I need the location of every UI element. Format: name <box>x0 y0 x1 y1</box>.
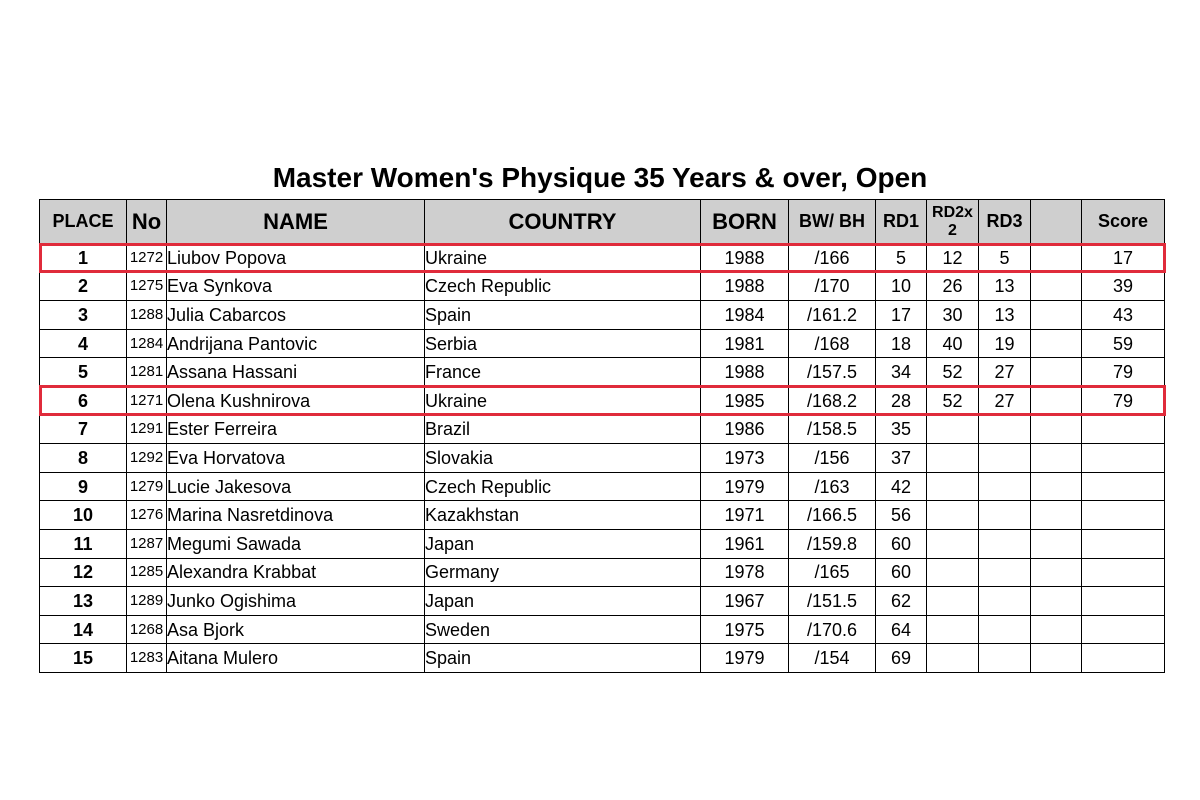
header-name: NAME <box>167 200 425 244</box>
place-cell: 3 <box>40 301 127 330</box>
header-rd2x2: RD2x 2 <box>927 200 979 244</box>
table-row <box>40 329 1165 358</box>
competitor-number-cell: 1291 <box>127 415 167 444</box>
place-cell: 8 <box>40 444 127 473</box>
score-cell <box>1082 472 1165 501</box>
country-cell: Serbia <box>425 329 701 358</box>
athlete-name-cell: Andrijana Pantovic <box>167 329 425 358</box>
place-cell: 5 <box>40 358 127 387</box>
score-cell <box>1082 644 1165 673</box>
athlete-name-cell: Marina Nasretdinova <box>167 501 425 530</box>
blank-cell <box>1031 529 1082 558</box>
rd1-cell: 64 <box>876 615 927 644</box>
born-cell: 1975 <box>701 615 789 644</box>
table-row <box>40 587 1165 616</box>
score-cell: 43 <box>1082 301 1165 330</box>
country-cell: Japan <box>425 529 701 558</box>
country-cell: Sweden <box>425 615 701 644</box>
score-cell <box>1082 587 1165 616</box>
country-cell: Czech Republic <box>425 272 701 301</box>
country-cell: Germany <box>425 558 701 587</box>
born-cell: 1988 <box>701 272 789 301</box>
table-row <box>40 615 1165 644</box>
born-cell: 1979 <box>701 472 789 501</box>
score-cell <box>1082 558 1165 587</box>
competitor-number-cell: 1292 <box>127 444 167 473</box>
score-cell <box>1082 529 1165 558</box>
rd3-cell <box>979 615 1031 644</box>
rd2x2-cell <box>927 587 979 616</box>
competitor-number-cell: 1272 <box>127 244 167 273</box>
table-row <box>40 244 1165 273</box>
bw-bh-cell: /170.6 <box>789 615 876 644</box>
rd2x2-cell <box>927 644 979 673</box>
rd3-cell <box>979 444 1031 473</box>
rd2x2-cell: 30 <box>927 301 979 330</box>
place-cell: 10 <box>40 501 127 530</box>
blank-cell <box>1031 301 1082 330</box>
blank-cell <box>1031 386 1082 415</box>
blank-cell <box>1031 472 1082 501</box>
blank-cell <box>1031 272 1082 301</box>
born-cell: 1984 <box>701 301 789 330</box>
competitor-number-cell: 1287 <box>127 529 167 558</box>
bw-bh-cell: /166.5 <box>789 501 876 530</box>
rd3-cell: 13 <box>979 272 1031 301</box>
rd2x2-cell <box>927 415 979 444</box>
rd2x2-cell: 52 <box>927 386 979 415</box>
country-cell: Spain <box>425 644 701 673</box>
blank-cell <box>1031 644 1082 673</box>
athlete-name-cell: Lucie Jakesova <box>167 472 425 501</box>
results-title: Master Women's Physique 35 Years & over, Open <box>272 162 928 193</box>
competitor-number-cell: 1271 <box>127 386 167 415</box>
born-cell: 1961 <box>701 529 789 558</box>
score-cell: 59 <box>1082 329 1165 358</box>
header-country: COUNTRY <box>425 200 701 244</box>
header-born: BORN <box>701 200 789 244</box>
score-cell: 17 <box>1082 244 1165 273</box>
score-cell: 79 <box>1082 386 1165 415</box>
athlete-name-cell: Aitana Mulero <box>167 644 425 673</box>
place-cell: 12 <box>40 558 127 587</box>
rd3-cell <box>979 501 1031 530</box>
table-row <box>40 444 1165 473</box>
country-cell: Slovakia <box>425 444 701 473</box>
born-cell: 1978 <box>701 558 789 587</box>
rd1-cell: 34 <box>876 358 927 387</box>
born-cell: 1979 <box>701 644 789 673</box>
athlete-name-cell: Assana Hassani <box>167 358 425 387</box>
competitor-number-cell: 1279 <box>127 472 167 501</box>
rd2x2-cell <box>927 472 979 501</box>
table-row <box>40 358 1165 387</box>
athlete-name-cell: Eva Horvatova <box>167 444 425 473</box>
born-cell: 1971 <box>701 501 789 530</box>
header-rd1: RD1 <box>876 200 927 244</box>
rd3-cell: 27 <box>979 358 1031 387</box>
table-row <box>40 529 1165 558</box>
place-cell: 9 <box>40 472 127 501</box>
rd1-cell: 69 <box>876 644 927 673</box>
score-cell <box>1082 415 1165 444</box>
born-cell: 1986 <box>701 415 789 444</box>
bw-bh-cell: /154 <box>789 644 876 673</box>
table-row <box>40 301 1165 330</box>
country-cell: Brazil <box>425 415 701 444</box>
competitor-number-cell: 1268 <box>127 615 167 644</box>
rd1-cell: 60 <box>876 558 927 587</box>
header-place: PLACE <box>40 200 127 244</box>
athlete-name-cell: Alexandra Krabbat <box>167 558 425 587</box>
table-row <box>40 386 1165 415</box>
bw-bh-cell: /159.8 <box>789 529 876 558</box>
blank-cell <box>1031 329 1082 358</box>
bw-bh-cell: /168 <box>789 329 876 358</box>
table-row <box>40 558 1165 587</box>
athlete-name-cell: Olena Kushnirova <box>167 386 425 415</box>
rd2x2-cell <box>927 615 979 644</box>
header-bw-bh: BW/ BH <box>789 200 876 244</box>
bw-bh-cell: /166 <box>789 244 876 273</box>
athlete-name-cell: Asa Bjork <box>167 615 425 644</box>
country-cell: Japan <box>425 587 701 616</box>
rd3-cell: 13 <box>979 301 1031 330</box>
rd1-cell: 62 <box>876 587 927 616</box>
table-row <box>40 501 1165 530</box>
rd3-cell <box>979 472 1031 501</box>
header-blank <box>1031 200 1082 244</box>
score-cell <box>1082 501 1165 530</box>
rd3-cell: 19 <box>979 329 1031 358</box>
place-cell: 15 <box>40 644 127 673</box>
place-cell: 7 <box>40 415 127 444</box>
born-cell: 1988 <box>701 244 789 273</box>
blank-cell <box>1031 415 1082 444</box>
blank-cell <box>1031 587 1082 616</box>
rd2x2-cell: 26 <box>927 272 979 301</box>
rd1-cell: 5 <box>876 244 927 273</box>
rd2x2-cell <box>927 558 979 587</box>
rd3-cell <box>979 587 1031 616</box>
blank-cell <box>1031 244 1082 273</box>
athlete-name-cell: Julia Cabarcos <box>167 301 425 330</box>
rd3-cell <box>979 558 1031 587</box>
blank-cell <box>1031 501 1082 530</box>
athlete-name-cell: Eva Synkova <box>167 272 425 301</box>
blank-cell <box>1031 444 1082 473</box>
table-row <box>40 472 1165 501</box>
rd3-cell: 27 <box>979 386 1031 415</box>
athlete-name-cell: Liubov Popova <box>167 244 425 273</box>
bw-bh-cell: /151.5 <box>789 587 876 616</box>
results-table <box>39 199 1165 673</box>
competitor-number-cell: 1281 <box>127 358 167 387</box>
place-cell: 11 <box>40 529 127 558</box>
bw-bh-cell: /170 <box>789 272 876 301</box>
score-cell: 79 <box>1082 358 1165 387</box>
born-cell: 1988 <box>701 358 789 387</box>
rd2x2-cell: 40 <box>927 329 979 358</box>
rd1-cell: 10 <box>876 272 927 301</box>
header-no: No <box>127 200 167 244</box>
athlete-name-cell: Junko Ogishima <box>167 587 425 616</box>
rd2x2-cell: 52 <box>927 358 979 387</box>
athlete-name-cell: Ester Ferreira <box>167 415 425 444</box>
rd1-cell: 56 <box>876 501 927 530</box>
rd1-cell: 28 <box>876 386 927 415</box>
competitor-number-cell: 1275 <box>127 272 167 301</box>
score-cell <box>1082 444 1165 473</box>
country-cell: Kazakhstan <box>425 501 701 530</box>
bw-bh-cell: /163 <box>789 472 876 501</box>
header-score: Score <box>1082 200 1165 244</box>
place-cell: 14 <box>40 615 127 644</box>
blank-cell <box>1031 358 1082 387</box>
rd2x2-cell: 12 <box>927 244 979 273</box>
header-rd3: RD3 <box>979 200 1031 244</box>
place-cell: 4 <box>40 329 127 358</box>
born-cell: 1981 <box>701 329 789 358</box>
competitor-number-cell: 1284 <box>127 329 167 358</box>
place-cell: 2 <box>40 272 127 301</box>
score-cell <box>1082 615 1165 644</box>
rd1-cell: 18 <box>876 329 927 358</box>
rd3-cell <box>979 644 1031 673</box>
blank-cell <box>1031 558 1082 587</box>
rd3-cell: 5 <box>979 244 1031 273</box>
bw-bh-cell: /156 <box>789 444 876 473</box>
table-row <box>40 272 1165 301</box>
rd1-cell: 37 <box>876 444 927 473</box>
competitor-number-cell: 1276 <box>127 501 167 530</box>
rd1-cell: 35 <box>876 415 927 444</box>
country-cell: Ukraine <box>425 244 701 273</box>
blank-cell <box>1031 615 1082 644</box>
competitor-number-cell: 1283 <box>127 644 167 673</box>
bw-bh-cell: /157.5 <box>789 358 876 387</box>
table-row <box>40 644 1165 673</box>
bw-bh-cell: /161.2 <box>789 301 876 330</box>
bw-bh-cell: /165 <box>789 558 876 587</box>
rd1-cell: 17 <box>876 301 927 330</box>
born-cell: 1967 <box>701 587 789 616</box>
country-cell: Czech Republic <box>425 472 701 501</box>
born-cell: 1973 <box>701 444 789 473</box>
rd1-cell: 60 <box>876 529 927 558</box>
header-row <box>40 200 1165 244</box>
rd2x2-cell <box>927 529 979 558</box>
country-cell: Spain <box>425 301 701 330</box>
born-cell: 1985 <box>701 386 789 415</box>
place-cell: 1 <box>40 244 127 273</box>
athlete-name-cell: Megumi Sawada <box>167 529 425 558</box>
rd1-cell: 42 <box>876 472 927 501</box>
results-body <box>40 244 1165 673</box>
place-cell: 13 <box>40 587 127 616</box>
rd2x2-cell <box>927 501 979 530</box>
competitor-number-cell: 1288 <box>127 301 167 330</box>
bw-bh-cell: /168.2 <box>789 386 876 415</box>
score-cell: 39 <box>1082 272 1165 301</box>
country-cell: Ukraine <box>425 386 701 415</box>
rd2x2-cell <box>927 444 979 473</box>
place-cell: 6 <box>40 386 127 415</box>
rd3-cell <box>979 529 1031 558</box>
table-row <box>40 415 1165 444</box>
rd3-cell <box>979 415 1031 444</box>
country-cell: France <box>425 358 701 387</box>
bw-bh-cell: /158.5 <box>789 415 876 444</box>
competitor-number-cell: 1289 <box>127 587 167 616</box>
competitor-number-cell: 1285 <box>127 558 167 587</box>
